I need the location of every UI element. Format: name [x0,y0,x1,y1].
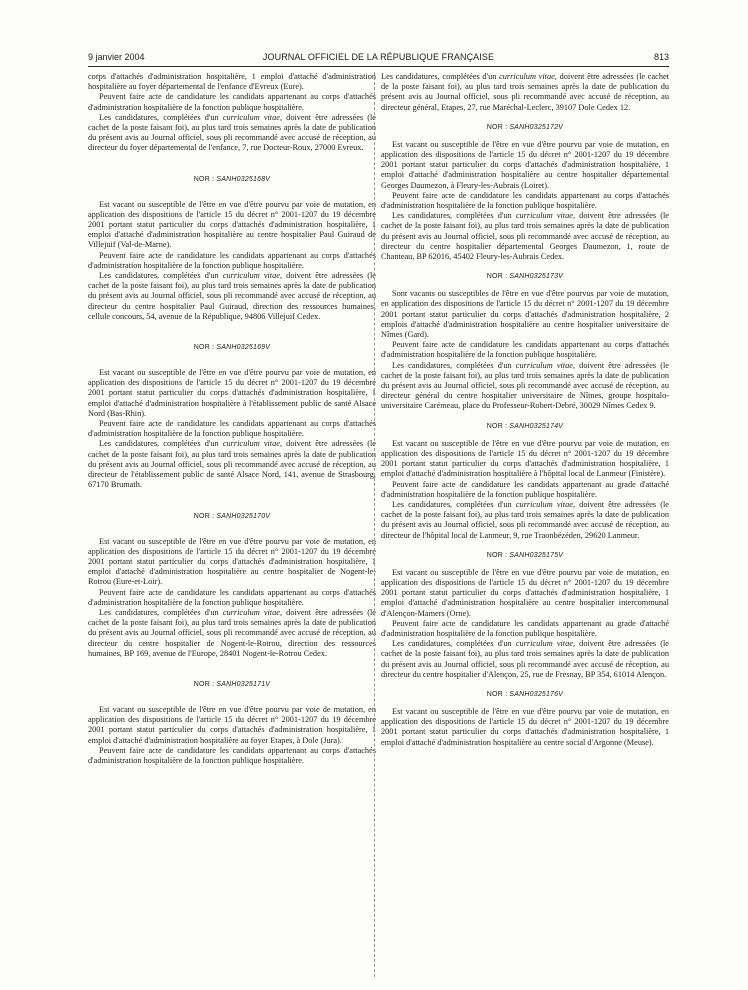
nor-label: NOR : [486,273,508,281]
notice-paragraph [381,289,669,340]
paragraph-text: Peuvent faire acte de candidature les candidats appartenant au corps d'attachés d'administration hospitalière de la fonction publique hospitalière. [381,190,669,211]
paragraph-text: Est vacant ou susceptible de l'être en vue d'être pourvu par voie de mutation, en application des dispositions de l'article 15 du décret n° 2001-1207 du 19 décembre 2001 portant statut particulier du corps d'attachés d'administration hospitalière, 1 emploi d'attaché d'administration hospitalière au centre hospitalier Paul Guiraud de Villejuif (Val-de-Marne). [88,199,376,250]
notice-section [88,512,376,659]
notice-paragraph [381,72,669,113]
right-column [381,72,669,748]
notice-paragraph [88,251,376,271]
paragraph-text: Les candidatures, complétées d'un [392,499,516,509]
paragraph-text-continued: doivent être adressées (le cachet de la poste faisant foi), au plus tard trois semaines après la date de publication du présent avis au Journal officiel, sous pli recommandé avec accusé de réception, au directeur du centre hospitalier Paul Guiraud, direction des ressources humaines, cellule concours, 54, avenue de la République, 94806 Villejuif Cedex. [88,271,376,321]
paragraph-text-continued: doivent être adressées (le cachet de la poste faisant foi), au plus tard trois semaines après la date de publication du présent avis au Journal officiel, sous pli recommandé avec accusé de réception, au directeur du centre hospitalier de Nogent-le-Rotrou, direction des ressources humaines, BP 169, avenue de l'Europe, 28401 Nogent-le-Rotrou Cedex. [88,607,376,658]
paragraph-text-continued: doivent être adressées (le cachet de la poste faisant foi), au plus tard trois semaines après la date de publication du présent avis au Journal officiel, sous pli recommandé avec accusé de réception, au directeur du centre hospitalier départemental Georges Daumezon, 1, route de Chanteau, BP 62016, 45402 Fleury-les-Aubrais Cedex. [381,211,669,262]
nor-code: SANH0325170V [216,512,271,520]
notice-paragraph [381,568,669,619]
nor-label: NOR : [486,123,508,131]
header-title: JOURNAL OFFICIEL DE LA RÉPUBLIQUE FRANÇAISE [262,52,495,62]
paragraph-text-continued: doivent être adressées (le cachet de la poste faisant foi), au plus tard trois semaines après la date de publication du présent avis au Journal officiel, sous pli recommandé avec accusé de réception, au directeur du centre hospitalier d'Alençon, 25, rue de Fresnay, BP 354, 61014 Alençon. [381,639,669,679]
notice-paragraph [88,608,376,659]
paragraph-italic-text: curriculum vitae, [222,439,283,449]
paragraph-italic-text: curriculum vitae, [499,72,557,81]
notice-paragraph [88,419,376,439]
nor-label: NOR : [193,344,215,352]
nor-code: SANH0325171V [216,680,271,688]
paragraph-italic-text: curriculum vitae, [222,271,283,281]
nor-code: SANH0325176V [509,690,564,698]
nor-label: NOR : [486,422,508,430]
paragraph-text: Peuvent faire acte de candidature les candidats appartenant au corps d'attachés d'administration hospitalière de la fonction publique hospitalière. [381,340,669,360]
paragraph-italic-text: curriculum vitae, [515,639,576,649]
nor-reference [88,175,376,185]
notice-paragraph [88,439,376,490]
notice-paragraph [88,705,376,746]
paragraph-italic-text: curriculum vitae, [515,360,576,370]
nor-reference [381,123,669,133]
paragraph-text: Peuvent faire acte de candidature les candidats appartenant au corps d'attachés d'administration hospitalière de la fonction publique hospitalière. [88,419,376,439]
notice-paragraph [381,191,669,211]
notice-section [88,680,376,766]
paragraph-text-continued: doivent être adressées (le cachet de la poste faisant foi), au plus tard trois semaines après la date de publication du présent avis au Journal officiel, sous pli recommandé avec accusé de réception, au directeur de l'établissement public de santé Alsace Nord, 141, avenue de Strasbourg, 67170 Brumath. [88,439,376,490]
notice-paragraph [88,746,376,766]
notice-paragraph [88,113,376,154]
paragraph-text: Est vacant ou susceptible de l'être en vue d'être pourvu par voie de mutation, en application des dispositions de l'article 15 du décret n° 2001-1207 du 19 décembre 2001 portant statut particulier du corps d'attachés d'administration hospitalière, 1 emploi d'attaché d'administration hospitalière à l'hôpital local de Lanmeur (Finistère). [381,438,669,479]
notice-section [381,272,669,411]
paragraph-text: Les candidatures, complétées d'un [99,112,223,122]
notice-paragraph [381,639,669,680]
notice-section [88,175,376,322]
paragraph-text: Peuvent faire acte de candidature les candidats appartenant au corps d'attachés d'administration hospitalière de la fonction publique hospitalière. [88,92,376,112]
paragraph-text: Les candidatures, complétées d'un [99,439,223,449]
header-date: 9 janvier 2004 [88,52,145,62]
notice-paragraph [381,140,669,191]
paragraph-text: Les candidatures, complétées d'un [392,639,516,649]
paragraph-text: Est vacant ou susceptible de l'être en vue d'être pourvu par voie de mutation, en application des dispositions de l'article 15 du décret n° 2001-1207 du 19 décembre 2001 portant statut particulier du corps d'attachés d'administration hospitalière, 1 emploi d'attaché d'administration hospitalière au centre hospitalier intercommunal d'Alençon-Mamers (Orne). [381,567,669,618]
nor-code: SANH0325168V [216,175,271,183]
paragraph-text: Sont vacants ou susceptibles de l'être en vue d'être pourvus par voie de mutation, en application des dispositions de l'article 15 du décret n° 2001-1207 du 19 décembre 2001 portant statut particulier du corps d'attachés d'administration hospitalière, 2 emplois d'attaché d'administration hospitalière au centre hospitalier universitaire de Nîmes (Gard). [381,289,669,340]
paragraph-text: Peuvent faire acte de candidature les candidats appartenant au corps d'attachés d'administration hospitalière de la fonction publique hospitalière. [88,587,376,607]
nor-code: SANH0325175V [509,551,564,559]
paragraph-text: Est vacant ou susceptible de l'être en vue d'être pourvu par voie de mutation, en application des dispositions de l'article 15 du décret n° 2001-1207 du 19 décembre 2001 portant statut particulier du corps d'attachés d'administration hospitalière, 1 emploi d'attaché d'administration hospitalière à l'établissement public de santé Alsace Nord (Bas-Rhin). [88,368,376,418]
notice-section [88,343,376,490]
paragraph-italic-text: curriculum vitae, [515,211,576,221]
notice-paragraph [381,340,669,360]
notice-section [88,72,376,154]
paragraph-italic-text: curriculum vitae, [515,499,576,509]
notice-section [381,123,669,262]
nor-reference [381,272,669,282]
notice-paragraph [88,368,376,419]
running-header [88,50,669,64]
paragraph-text-continued: doivent être adressées (le cachet de la poste faisant foi), au plus tard trois semaines après la date de publication du présent avis au Journal officiel, sous pli recommandé avec accusé de réception, au directeur général du centre hospitalier universitaire de Nîmes, groupe hospitalo-universitaire Carémeau, place du Professeur-Robert-Debré, 30029 Nîmes Cedex 9. [381,360,669,411]
paragraph-text: Les candidatures, complétées d'un [99,607,223,617]
notice-section [381,551,669,680]
nor-label: NOR : [193,680,215,688]
notice-paragraph [381,211,669,262]
paragraph-text-continued: doivent être adressées (le cachet de la poste faisant foi), au plus tard trois semaines après la date de publication du présent avis au Journal officiel, sous pli recommandé avec accusé de réception, au directeur du foyer départemental de l'enfance, 7, rue Docteur-Roux, 27000 Evreux. [88,112,376,153]
notice-paragraph [88,72,376,92]
header-rule [88,66,669,67]
notice-paragraph [88,271,376,322]
paragraph-text-continued: doivent être adressées (le cachet de la poste faisant foi), au plus tard trois semaines après la date de publication du présent avis au Journal officiel, sous pli recommandé avec accusé de réception, au directeur général, Etapes, 27, rue Maréchal-Leclerc, 39107 Dole Cedex 12. [381,72,669,112]
header-page-number: 813 [653,52,669,62]
nor-reference [88,343,376,353]
paragraph-text: Les candidatures, complétées d'un [381,72,500,81]
nor-label: NOR : [486,551,508,559]
notice-paragraph [88,537,376,588]
paragraph-text: Les candidatures, complétées d'un [99,271,223,281]
nor-label: NOR : [486,690,508,698]
paragraph-text: Peuvent faire acte de candidature les candidats appartenant au corps d'attachés d'administration hospitalière de la fonction publique hospitalière. [88,250,376,270]
notice-paragraph [381,361,669,412]
left-column [88,72,376,766]
nor-code: SANH0325173V [509,273,564,281]
notice-paragraph [381,500,669,541]
paragraph-text: Est vacant ou susceptible de l'être en vue d'être pourvu par voie de mutation, en application des dispositions de l'article 15 du décret n° 2001-1207 du 19 décembre 2001 portant statut particulier du corps d'attachés d'administration hospitalière, 1 emploi d'attaché d'administration hospitalière au centre hospitalier de Nogent-le-Rotrou (Eure-et-Loir). [88,536,376,587]
notice-section [381,422,669,541]
nor-reference [381,551,669,561]
notice-paragraph [381,619,669,639]
paragraph-text-continued: doivent être adressées (le cachet de la poste faisant foi), au plus tard trois semaines après la date de publication du présent avis au Journal officiel, sous pli recommandé avec accusé de réception, au directeur de l'hôpital local de Lanmeur, 9, rue Traonbézéden, 29620 Lanmeur. [381,499,669,540]
nor-code: SANH0325172V [509,123,564,131]
paragraph-text: Les candidatures, complétées d'un [392,211,516,221]
notice-paragraph [88,92,376,112]
paragraph-text: Est vacant ou susceptible de l'être en vue d'être pourvu par voie de mutation, en application des dispositions de l'article 15 du décret n° 2001-1207 du 19 décembre 2001 portant statut particulier du corps d'attachés d'administration hospitalière, 1 emploi d'attaché d'administration hospitalière au centre hospitalier départemental Georges Daumezon, à Fleury-les-Aubrais (Loiret). [381,139,669,190]
notice-paragraph [381,439,669,480]
nor-code: SANH0325169V [216,344,271,352]
paragraph-text: Est vacant ou susceptible de l'être en vue d'être pourvu par voie de mutation, en application des dispositions de l'article 15 du décret n° 2001-1207 du 19 décembre 2001 portant statut particulier du corps d'attachés d'administration hospitalière, 1 emploi d'attaché d'administration hospitalière au foyer Etapes, à Dole (Jura). [88,704,376,745]
nor-reference [381,690,669,700]
paragraph-italic-text: curriculum vitae, [222,112,283,122]
nor-code: SANH0325174V [509,422,564,430]
paragraph-text: Peuvent faire acte de candidature les candidats appartenant au corps d'attachés d'administration hospitalière de la fonction publique hospitalière. [88,745,376,765]
notice-paragraph [381,480,669,500]
notice-paragraph [88,588,376,608]
nor-label: NOR : [193,175,215,183]
paragraph-italic-text: curriculum vitae, [222,607,283,617]
paragraph-text: corps d'attachés d'administration hospitalière, 1 emploi d'attaché d'administration hospitalière au foyer départemental de l'enfance d'Evreux (Eure). [88,72,376,92]
notice-section [381,690,669,748]
paragraph-text: Est vacant ou susceptible de l'être en vue d'être pourvu par voie de mutation, en application des dispositions de l'article 15 du décret n° 2001-1207 du 19 décembre 2001 portant statut particulier du corps d'attachés d'administration hospitalière, 1 emploi d'attaché d'administration hospitalière au centre social d'Argonne (Meuse). [381,706,669,747]
column-separator [374,72,375,977]
nor-reference [88,680,376,690]
paragraph-text: Peuvent faire acte de candidature les candidats appartenant au grade d'attaché d'administration hospitalière de la fonction publique hospitalière. [381,479,669,499]
notice-paragraph [88,200,376,251]
notice-paragraph [381,707,669,748]
nor-reference [88,512,376,522]
paragraph-text: Peuvent faire acte de candidature les candidats appartenant au grade d'attaché d'administration hospitalière de la fonction publique hospitalière. [381,618,669,638]
notice-section [381,72,669,113]
paragraph-text: Les candidatures, complétées d'un [392,360,516,370]
nor-reference [381,422,669,432]
nor-label: NOR : [193,512,215,520]
